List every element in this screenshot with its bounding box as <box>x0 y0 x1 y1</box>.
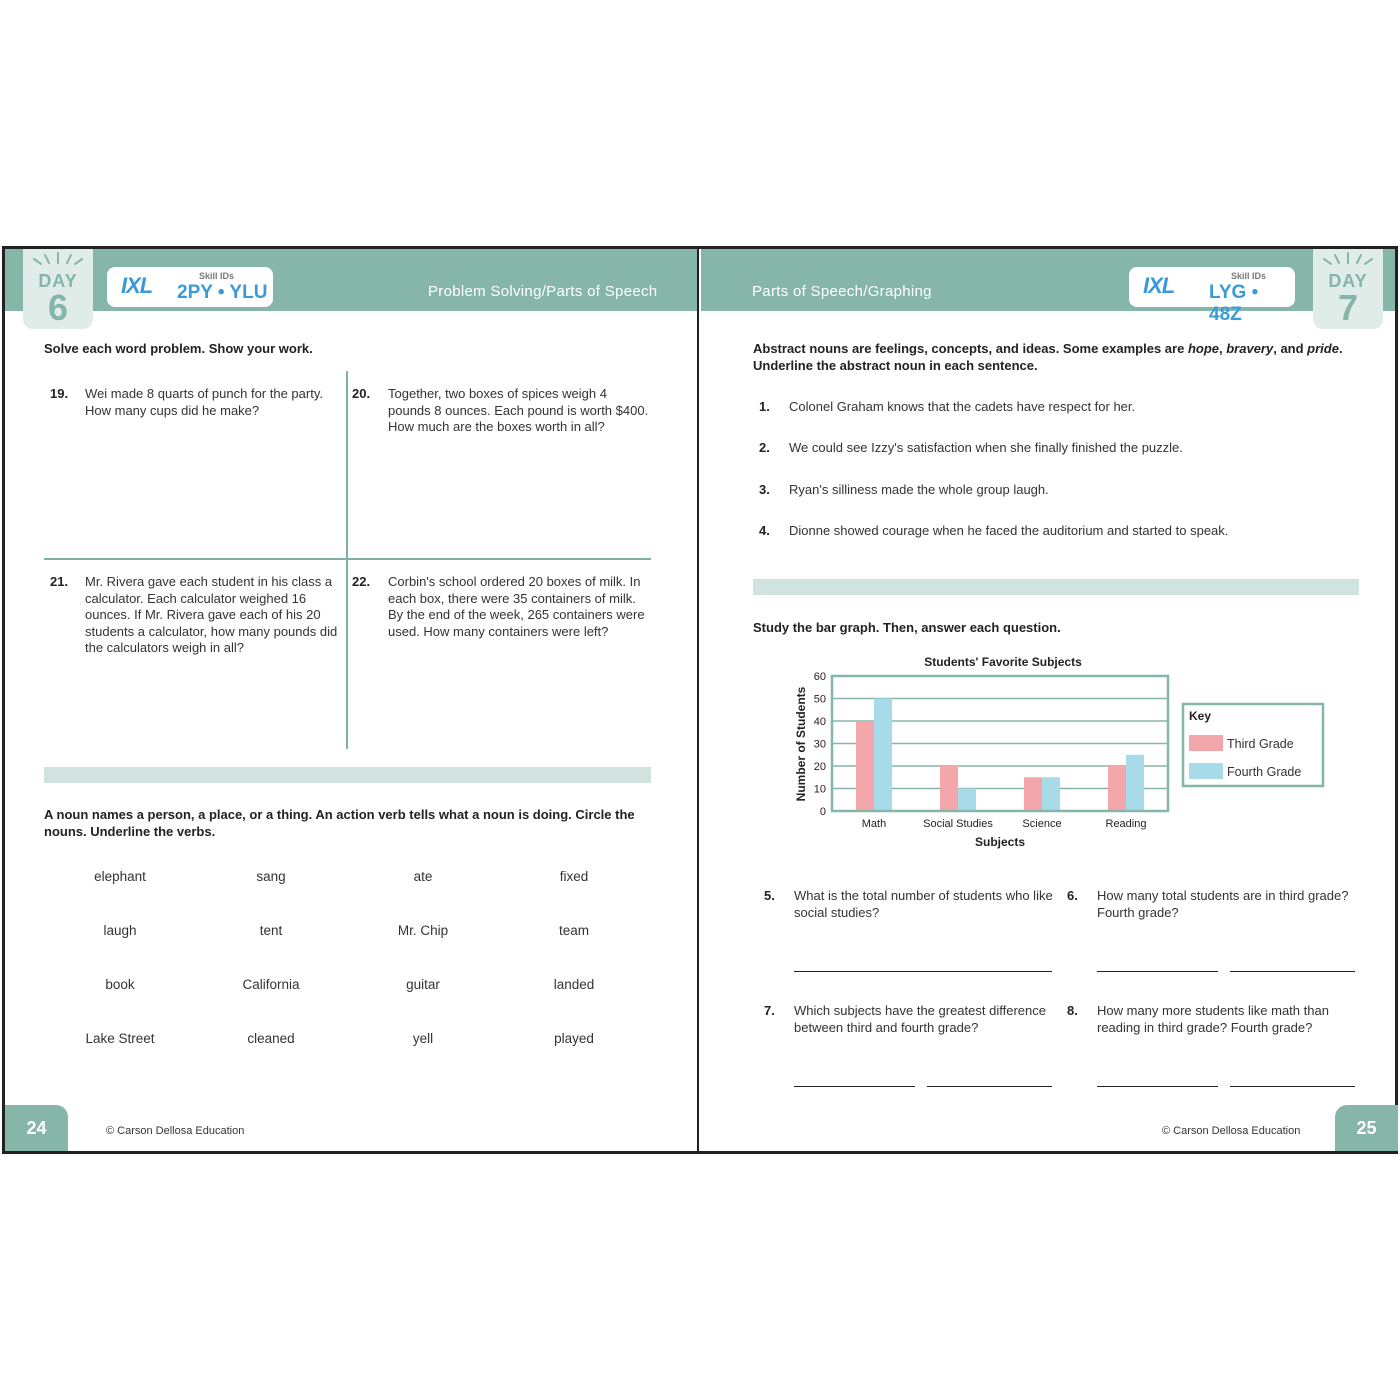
answer-line-q6-third[interactable] <box>1097 971 1218 972</box>
ixl-skill-box <box>1129 267 1295 325</box>
chart-x-ticks <box>862 818 1147 830</box>
bar-science-fourth-grade <box>1042 777 1060 811</box>
y-tick-label: 0 <box>819 806 826 818</box>
bar-reading-third-grade <box>1108 766 1126 811</box>
left-section-title: Problem Solving/Parts of Speech <box>428 283 658 300</box>
sentence-text: Colonel Graham knows that the cadets have respect for her. <box>789 399 1136 414</box>
word-problem-instruction: Solve each word problem. Show your work. <box>44 341 313 356</box>
ixl-logo: IXL <box>1143 273 1175 298</box>
copyright: © Carson Dellosa Education <box>1162 1125 1301 1137</box>
answer-line-q8-fourth[interactable] <box>1230 1086 1355 1087</box>
day-label: DAY <box>38 271 78 291</box>
bar-social-studies-fourth-grade <box>958 789 976 812</box>
bar-math-fourth-grade <box>874 699 892 812</box>
bar-math-third-grade <box>856 721 874 811</box>
word-item[interactable]: tent <box>259 923 283 938</box>
legend-swatch-fourth-grade <box>1189 763 1223 779</box>
ixl-skill-box <box>107 267 273 307</box>
skill-ids-label: Skill IDs <box>1231 271 1267 281</box>
skill-ids: LYG • 48Z <box>1209 282 1259 325</box>
chart-legend <box>1183 704 1323 786</box>
question-text: How many more students like math than reading in third grade? Fourth grade? <box>1097 1003 1329 1035</box>
legend-swatch-third-grade <box>1189 735 1223 751</box>
bar-social-studies-third-grade <box>940 766 958 811</box>
section-separator <box>44 767 651 783</box>
sentence-number: 4. <box>759 523 770 538</box>
section-separator <box>753 579 1359 595</box>
question-number: 5. <box>764 888 775 903</box>
left-page <box>5 249 699 1151</box>
question-text: Which subjects have the greatest difference between third and fourth grade? <box>794 1003 1046 1035</box>
y-tick-label: 10 <box>813 783 826 796</box>
word-item[interactable]: fixed <box>559 869 589 884</box>
answer-line-q7-b[interactable] <box>927 1086 1052 1087</box>
question-number: 8. <box>1067 1003 1078 1018</box>
chart-bars <box>856 699 1144 812</box>
y-axis-label: Number of Students <box>794 686 808 802</box>
y-tick-label: 60 <box>813 671 826 683</box>
word-item[interactable]: yell <box>412 1031 434 1046</box>
word-item[interactable]: ate <box>413 869 433 884</box>
sentence-text: Dionne showed courage when he faced the auditorium and started to speak. <box>789 523 1229 538</box>
chart-y-ticks <box>814 671 826 818</box>
x-axis-label: Subjects <box>974 835 1026 849</box>
answer-line-q8-third[interactable] <box>1097 1086 1218 1087</box>
word-item[interactable]: laugh <box>103 923 137 938</box>
sun-rays-icon <box>23 251 93 265</box>
word-item[interactable]: book <box>105 977 135 992</box>
word-item[interactable]: played <box>554 1031 594 1046</box>
graph-instruction: Study the bar graph. Then, answer each question. <box>753 620 1061 635</box>
y-tick-label: 30 <box>813 738 826 751</box>
sentence-number: 3. <box>759 482 770 497</box>
word-item[interactable]: landed <box>553 977 595 992</box>
noun-verb-instruction: A noun names a person, a place, or a thing. An action verb tells what a noun is doing. Circle the nouns. Underline the verbs. <box>44 807 635 839</box>
chart-title: Students' Favorite Subjects <box>924 655 1082 669</box>
bar-science-third-grade <box>1024 777 1042 811</box>
day-label: DAY <box>1328 271 1368 291</box>
sun-rays-icon <box>1313 251 1383 265</box>
skill-ids-label: Skill IDs <box>199 271 235 281</box>
problem-number: 19. <box>50 386 69 401</box>
word-item[interactable]: California <box>242 977 300 992</box>
sentence-text: We could see Izzy's satisfaction when she finally finished the puzzle. <box>789 440 1183 455</box>
problem-text: Mr. Rivera gave each student in his class a calculator. Each calculator weighed 16 ounces. If Mr. Rivera gave each of his 20 students a calculator, how many pounds did the calculators weigh in all? <box>85 574 338 655</box>
word-item[interactable]: Lake Street <box>85 1031 155 1046</box>
legend-title: Key <box>1189 709 1212 723</box>
grid-vertical-divider <box>346 371 348 749</box>
day-number: 7 <box>1337 287 1359 328</box>
grid-horizontal-divider <box>44 558 651 560</box>
day-6-tab <box>23 249 93 329</box>
problem-number: 22. <box>352 574 371 589</box>
question-number: 6. <box>1067 888 1078 903</box>
word-item[interactable]: Mr. Chip <box>397 923 449 938</box>
right-page <box>701 249 1395 1151</box>
question-number: 7. <box>764 1003 775 1018</box>
page-number-25: 25 <box>1335 1105 1398 1151</box>
problem-number: 21. <box>50 574 69 589</box>
legend-label-fourth-grade: Fourth Grade <box>1227 765 1302 779</box>
problem-text: Together, two boxes of spices weigh 4 pounds 8 ounces. Each pound is worth $400. How much are the boxes worth in all? <box>388 386 649 434</box>
problem-text: Corbin's school ordered 20 boxes of milk. In each box, there were 35 containers of milk. By the end of the week, 265 containers were used. How many containers were left? <box>388 574 645 639</box>
sentence-number: 2. <box>759 440 770 455</box>
sentence-number: 1. <box>759 399 770 414</box>
problem-text: Wei made 8 quarts of punch for the party. How many cups did he make? <box>85 386 323 418</box>
y-tick-label: 40 <box>813 716 826 728</box>
bar-chart <box>781 649 1341 854</box>
day-number: 6 <box>47 287 69 328</box>
workbook-spread <box>2 246 1398 1154</box>
answer-line-q6-fourth[interactable] <box>1230 971 1355 972</box>
bar-reading-fourth-grade <box>1126 755 1144 811</box>
right-section-title: Parts of Speech/Graphing <box>752 283 932 300</box>
y-tick-label: 50 <box>813 693 826 706</box>
word-item[interactable]: cleaned <box>247 1031 295 1046</box>
copyright: © Carson Dellosa Education <box>106 1125 245 1137</box>
page-number-24: 24 <box>5 1105 68 1151</box>
question-text: How many total students are in third grade? Fourth grade? <box>1097 888 1349 920</box>
word-item[interactable]: team <box>558 923 589 938</box>
x-tick-label: Social Studies <box>923 818 993 830</box>
x-tick-label: Reading <box>1105 818 1147 830</box>
question-text: What is the total number of students who like social studies? <box>794 888 1053 920</box>
word-item[interactable]: elephant <box>94 869 146 884</box>
problem-number: 20. <box>352 386 371 401</box>
answer-line-q7-a[interactable] <box>794 1086 915 1087</box>
y-tick-label: 20 <box>813 761 826 773</box>
skill-ids: 2PY • YLU <box>177 282 268 303</box>
word-item[interactable]: sang <box>256 869 286 884</box>
ixl-logo: IXL <box>121 273 153 298</box>
abstract-noun-instruction: Abstract nouns are feelings, concepts, and ideas. Some examples are hope, bravery, and pride. Underline the abstract noun in each sentence. <box>753 341 1343 373</box>
x-tick-label: Science <box>1022 818 1062 830</box>
answer-line-q5[interactable] <box>794 971 1052 972</box>
legend-label-third-grade: Third Grade <box>1227 737 1294 751</box>
x-tick-label: Math <box>861 818 887 830</box>
day-7-tab <box>1313 249 1383 329</box>
word-item[interactable]: guitar <box>406 977 440 992</box>
sentence-text: Ryan's silliness made the whole group laugh. <box>789 482 1049 497</box>
